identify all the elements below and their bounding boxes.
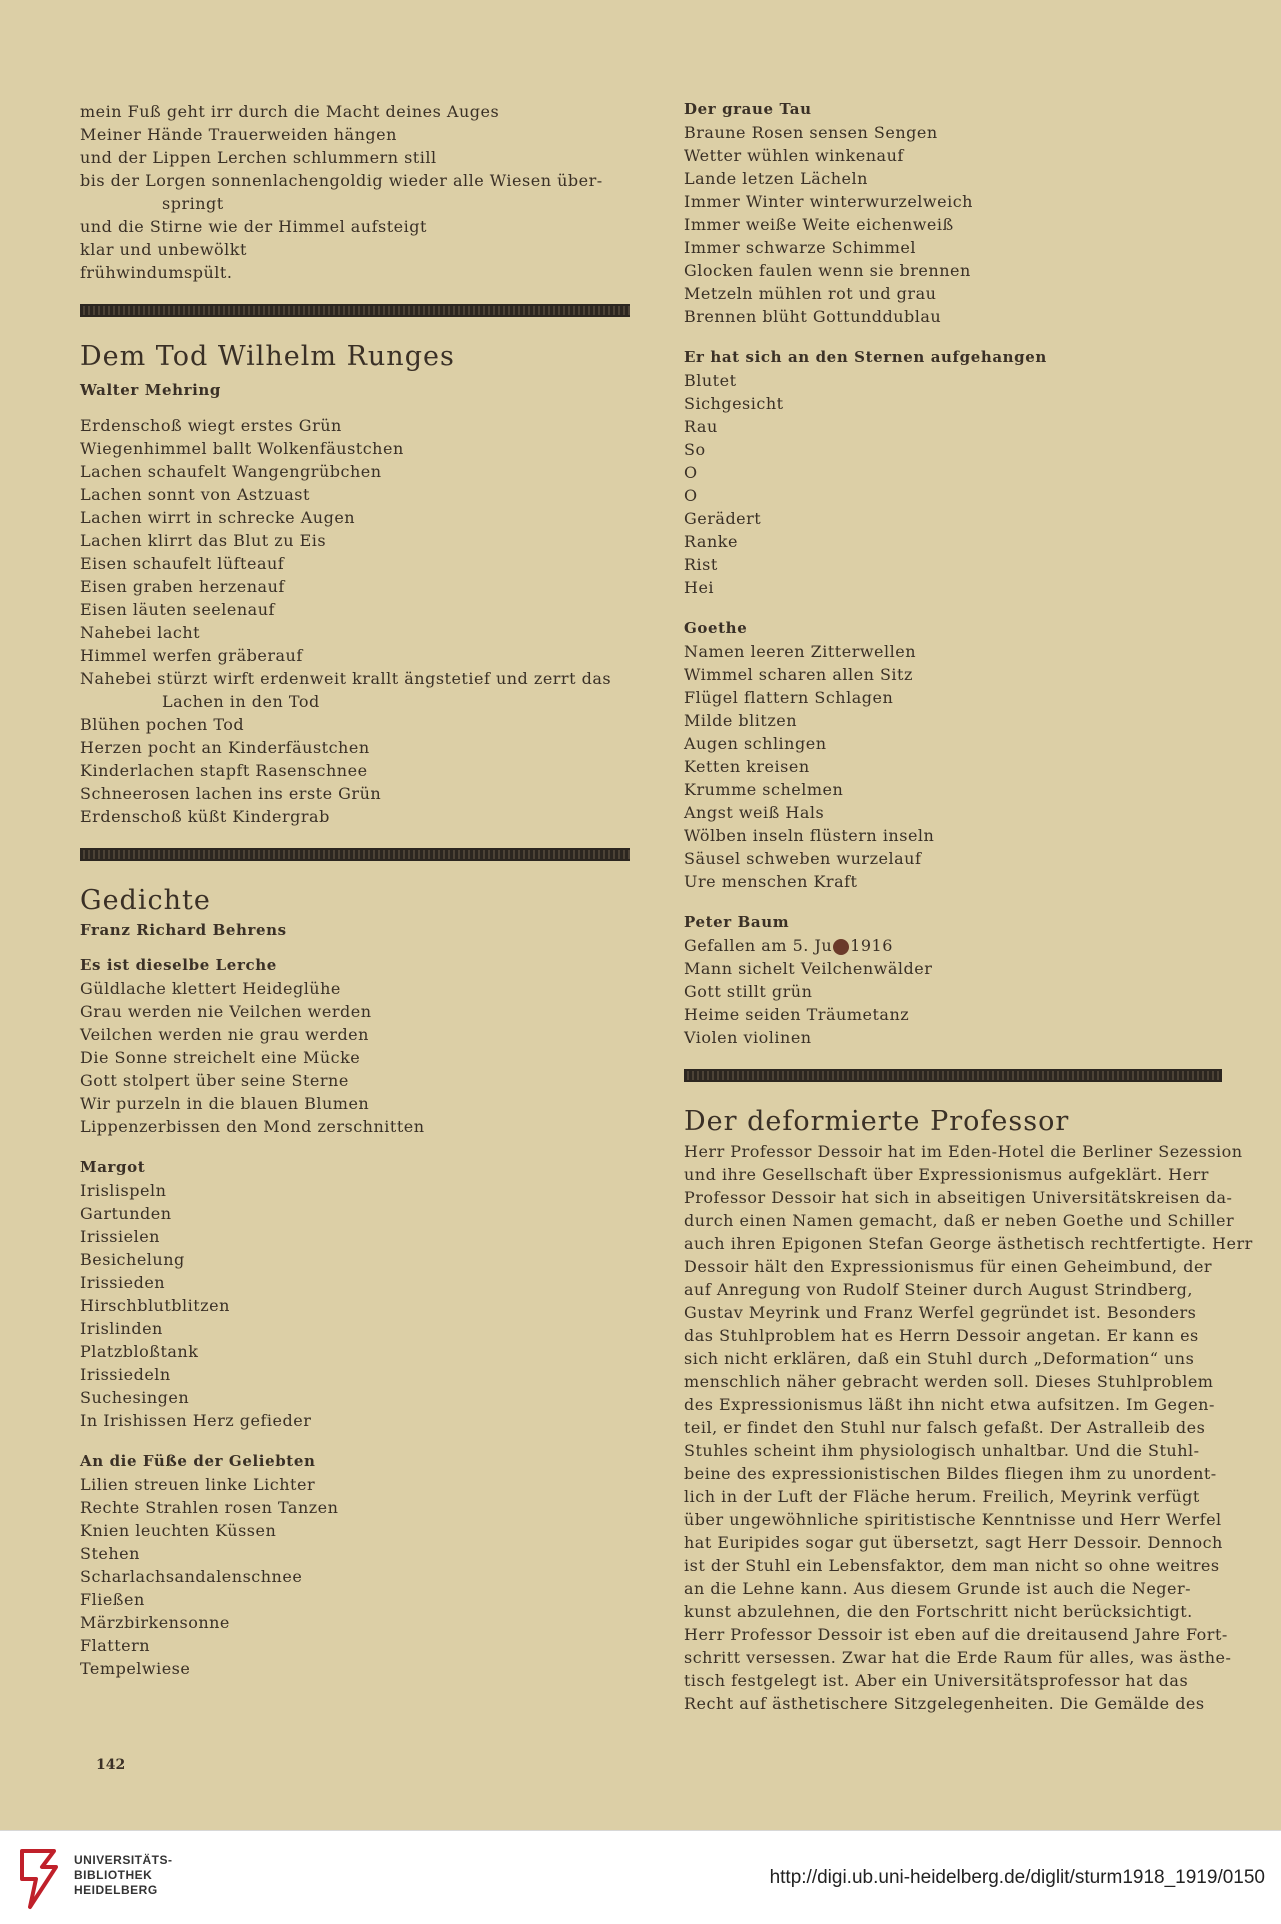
permalink-url[interactable]: http://digi.ub.uni-heidelberg.de/diglit/sturm1918_1919/0150 xyxy=(769,1867,1265,1888)
poem-line: Gott stillt grün xyxy=(684,982,813,1001)
poem-line: Milde blitzen xyxy=(684,711,798,730)
page-number: 142 xyxy=(96,1757,126,1773)
poem-line: So xyxy=(684,440,706,459)
poem-line: Gartunden xyxy=(80,1204,172,1223)
intro-poem xyxy=(80,100,630,284)
library-name-line: HEIDELBERG xyxy=(74,1883,158,1897)
section-divider xyxy=(80,848,630,861)
poem-line: Ketten kreisen xyxy=(684,757,810,776)
section-title: Der deformierte Professor xyxy=(684,1106,1070,1137)
poem-line: Meiner Hände Trauerweiden hängen xyxy=(80,125,397,144)
section-divider xyxy=(684,1069,1222,1082)
poem-line: Wölben inseln flüstern inseln xyxy=(684,826,935,845)
poem-line: Hirschblutblitzen xyxy=(80,1296,230,1315)
poem-line: Irissieden xyxy=(80,1273,166,1292)
article-line: Herr Professor Dessoir ist eben auf die dreitausend Jahre Fort- xyxy=(684,1625,1228,1644)
poem-line: Ure menschen Kraft xyxy=(684,872,858,891)
tau-poem xyxy=(684,98,1234,328)
poem-line: In Irishissen Herz gefieder xyxy=(80,1411,312,1430)
article-line: auf Anregung von Rudolf Steiner durch August Strindberg, xyxy=(684,1280,1193,1299)
library-name-line: BIBLIOTHEK xyxy=(74,1868,153,1882)
poem-line: Märzbirkensonne xyxy=(80,1613,230,1632)
article-line: tisch festgelegt ist. Aber ein Universitätsprofessor hat das xyxy=(684,1671,1189,1690)
poem-line: Grau werden nie Veilchen werden xyxy=(80,1002,372,1021)
poem-line: Eisen läuten seelenauf xyxy=(80,600,275,619)
poem-line: Herzen pocht an Kinderfäustchen xyxy=(80,738,370,757)
sterne-poem xyxy=(684,346,1234,599)
university-logo-icon[interactable] xyxy=(16,1845,64,1911)
poem-line: Schneerosen lachen ins erste Grün xyxy=(80,784,382,803)
poem-line: Mann sichelt Veilchenwälder xyxy=(684,959,933,978)
poem-line: Immer Winter winterwurzelweich xyxy=(684,192,973,211)
poem-line: Irissielen xyxy=(80,1227,160,1246)
poem-line: Besichelung xyxy=(80,1250,185,1269)
poem-line: Wiegenhimmel ballt Wolkenfäustchen xyxy=(80,439,404,458)
poem-dateline: Gefallen am 5. Ju 1916 xyxy=(684,936,893,955)
poem-line: Lippenzerbissen den Mond zerschnitten xyxy=(80,1117,425,1136)
poem-line: Namen leeren Zitterwellen xyxy=(684,642,917,661)
poem-line: Brennen blüht Gottunddublau xyxy=(684,307,942,326)
article-line: Stuhles scheint ihm physiologisch unhaltbar. Und die Stuhl- xyxy=(684,1441,1200,1460)
poem-line: Tempelwiese xyxy=(80,1659,191,1678)
poem-line: Stehen xyxy=(80,1544,140,1563)
poem-line: Irissiedeln xyxy=(80,1365,171,1384)
article-line: lich in der Luft der Fläche herum. Freilich, Meyrink verfügt xyxy=(684,1487,1200,1506)
poem-line: Flügel flattern Schlagen xyxy=(684,688,894,707)
article-line: schritt versessen. Zwar hat die Erde Raum für alles, was ästhe- xyxy=(684,1648,1232,1667)
poem-line: Irislispeln xyxy=(80,1181,167,1200)
article-line: Recht auf ästhetischere Sitzgelegenheiten. Die Gemälde des xyxy=(684,1694,1205,1713)
article-line: das Stuhlproblem hat es Herrn Dessoir angetan. Er kann es xyxy=(684,1326,1199,1345)
poem-line: Die Sonne streichelt eine Mücke xyxy=(80,1048,361,1067)
poem-line: Gott stolpert über seine Sterne xyxy=(80,1071,349,1090)
poem-line: frühwindumspült. xyxy=(80,263,233,282)
poem-line: Lande letzen Lächeln xyxy=(684,169,868,188)
poem-line: Erdenschoß wiegt erstes Grün xyxy=(80,416,342,435)
poem-line: Suchesingen xyxy=(80,1388,190,1407)
poem-line: Nahebei lacht xyxy=(80,623,201,642)
section-divider xyxy=(80,304,630,317)
poem-line: O xyxy=(684,486,698,505)
poem-line: Blühen pochen Tod xyxy=(80,715,245,734)
article-line: auch ihren Epigonen Stefan George ästhetisch rechtfertigte. Herr xyxy=(684,1234,1253,1253)
poem-line: Heime seiden Träumetanz xyxy=(684,1005,910,1024)
poem-line: Braune Rosen sensen Sengen xyxy=(684,123,938,142)
poem-line: Platzbloßtank xyxy=(80,1342,199,1361)
poem-line: Veilchen werden nie grau werden xyxy=(80,1025,369,1044)
viewer-footer xyxy=(0,1830,1281,1924)
poem-line: Fließen xyxy=(80,1590,145,1609)
poem-line: springt xyxy=(162,194,224,213)
poem-line: Eisen schaufelt lüfteauf xyxy=(80,554,285,573)
poem-line: Violen violinen xyxy=(684,1028,812,1047)
article-line: teil, er findet den Stuhl nur falsch gefaßt. Der Astralleib des xyxy=(684,1418,1206,1437)
poem-line: Rist xyxy=(684,555,718,574)
poem-line: Augen schlingen xyxy=(684,734,827,753)
article-line: des Expressionismus läßt ihn nicht etwa aufsitzen. Im Gegen- xyxy=(684,1395,1215,1414)
article-line: sich nicht erklären, daß ein Stuhl durch „Deformation“ uns xyxy=(684,1349,1195,1368)
article-line: beine des expressionistischen Bildes fliegen ihm zu unordent- xyxy=(684,1464,1217,1483)
article-line: Dessoir hält den Expressionismus für einen Geheimbund, der xyxy=(684,1257,1213,1276)
poem-line: Gerädert xyxy=(684,509,762,528)
poem-line: Lachen schaufelt Wangengrübchen xyxy=(80,462,382,481)
poem-line: Wimmel scharen allen Sitz xyxy=(684,665,913,684)
poem-line: und die Stirne wie der Himmel aufsteigt xyxy=(80,217,427,236)
poem-line: Lachen wirrt in schrecke Augen xyxy=(80,508,356,527)
poem-title: Margot xyxy=(80,1158,146,1176)
poem-line: Säusel schweben wurzelauf xyxy=(684,849,922,868)
article-line: und ihre Gesellschaft über Expressionismus aufgeklärt. Herr xyxy=(684,1165,1209,1184)
poem-line: Ranke xyxy=(684,532,738,551)
poem-line: bis der Lorgen sonnenlachengoldig wieder alle Wiesen über- xyxy=(80,171,603,190)
article-line: durch einen Namen gemacht, daß er neben Goethe und Schiller xyxy=(684,1211,1235,1230)
poem-title: Es ist dieselbe Lerche xyxy=(80,956,277,974)
article-line: an die Lehne kann. Aus diesem Grunde ist auch die Neger- xyxy=(684,1579,1192,1598)
library-name[interactable] xyxy=(74,1853,173,1898)
section-title: Dem Tod Wilhelm Runges xyxy=(80,341,455,372)
library-name-line: UNIVERSITÄTS- xyxy=(74,1853,173,1867)
poem-title: An die Füße der Geliebten xyxy=(80,1452,316,1470)
poem-title: Peter Baum xyxy=(684,913,790,931)
poem-title: Goethe xyxy=(684,619,748,637)
gedichte-section xyxy=(80,883,630,1680)
poem-line: Scharlachsandalenschnee xyxy=(80,1567,303,1586)
poem-line: Kinderlachen stapft Rasenschnee xyxy=(80,761,368,780)
library-stamp-icon xyxy=(833,939,849,955)
poem-line: Lachen sonnt von Astzuast xyxy=(80,485,310,504)
author-name: Walter Mehring xyxy=(80,381,222,399)
article-body xyxy=(684,1140,1253,1715)
poem-line: Güldlache klettert Heideglühe xyxy=(80,979,341,998)
poem-title: Der graue Tau xyxy=(684,100,812,118)
poem-line: Hei xyxy=(684,578,715,597)
poem-line: Rau xyxy=(684,417,718,436)
runge-section xyxy=(80,339,630,828)
poem-line: Immer schwarze Schimmel xyxy=(684,238,916,257)
poem-line: Immer weiße Weite eichenweiß xyxy=(684,215,954,234)
goethe-poem xyxy=(684,617,1234,893)
poem-line: und der Lippen Lerchen schlummern still xyxy=(80,148,437,167)
poem-line: Krumme schelmen xyxy=(684,780,844,799)
poem-line: Lachen in den Tod xyxy=(162,692,320,711)
article-line: ist der Stuhl ein Lebensfaktor, dem man nicht so ohne weitres xyxy=(684,1556,1220,1575)
right-column xyxy=(684,98,1253,1715)
poem-title: Er hat sich an den Sternen aufgehangen xyxy=(684,348,1047,366)
poem-line: Eisen graben herzenauf xyxy=(80,577,285,596)
poem-line: Lachen klirrt das Blut zu Eis xyxy=(80,531,327,550)
section-title: Gedichte xyxy=(80,885,211,916)
poem-line: klar und unbewölkt xyxy=(80,240,247,259)
article-line: über ungewöhnliche spiritistische Kenntnisse und Herr Werfel xyxy=(684,1510,1222,1529)
left-column xyxy=(80,100,630,1680)
poem-line: Wir purzeln in die blauen Blumen xyxy=(80,1094,370,1113)
poem-line: Knien leuchten Küssen xyxy=(80,1521,277,1540)
professor-article xyxy=(684,1104,1253,1715)
poem-line: Angst weiß Hals xyxy=(684,803,825,822)
poem-line: mein Fuß geht irr durch die Macht deines Auges xyxy=(80,102,500,121)
poem-line: Rechte Strahlen rosen Tanzen xyxy=(80,1498,339,1517)
poem-line: O xyxy=(684,463,698,482)
poem-line: Himmel werfen gräberauf xyxy=(80,646,303,665)
poem-line: Glocken faulen wenn sie brennen xyxy=(684,261,971,280)
poem-line: Metzeln mühlen rot und grau xyxy=(684,284,937,303)
article-line: kunst abzulehnen, die den Fortschritt nicht berücksichtigt. xyxy=(684,1602,1193,1621)
article-line: hat Euripides sogar gut übersetzt, sagt Herr Dessoir. Dennoch xyxy=(684,1533,1223,1552)
author-name: Franz Richard Behrens xyxy=(80,921,287,939)
poem-line: Wetter wühlen winkenauf xyxy=(684,146,904,165)
article-line: Gustav Meyrink und Franz Werfel gegründet ist. Besonders xyxy=(684,1303,1197,1322)
poem-line: Blutet xyxy=(684,371,737,390)
poem-line: Lilien streuen linke Lichter xyxy=(80,1475,316,1494)
poem-line: Flattern xyxy=(80,1636,151,1655)
article-line: Professor Dessoir hat sich in abseitigen Universitätskreisen da- xyxy=(684,1188,1233,1207)
poem-line: Nahebei stürzt wirft erdenweit krallt ängstetief und zerrt das xyxy=(80,669,612,688)
article-line: Herr Professor Dessoir hat im Eden-Hotel die Berliner Sezession xyxy=(684,1142,1243,1161)
article-line: menschlich näher gebracht werden soll. Dieses Stuhlproblem xyxy=(684,1372,1214,1391)
baum-poem xyxy=(684,911,1234,1049)
poem-line: Irislinden xyxy=(80,1319,163,1338)
poem-line: Erdenschoß küßt Kindergrab xyxy=(80,807,330,826)
poem-line: Sichgesicht xyxy=(684,394,784,413)
